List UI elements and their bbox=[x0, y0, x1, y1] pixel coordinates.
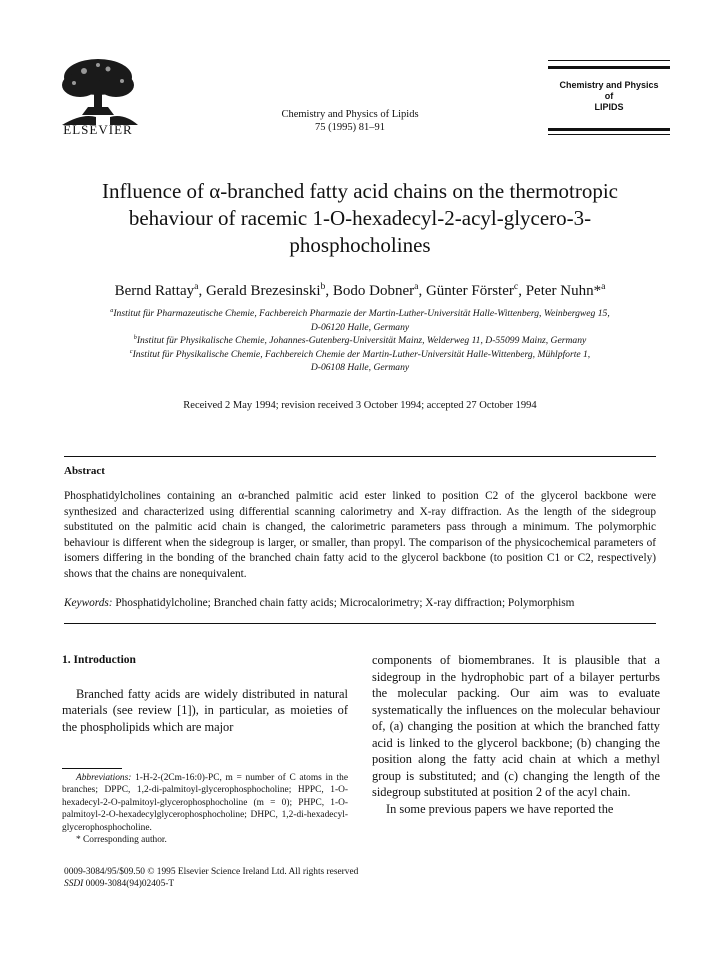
abbreviations-footnote bbox=[62, 772, 348, 834]
affiliation-text: Institut für Physikalische Chemie, Johannes-Gutenberg-Universität Mainz, Welderweg 11, D-55099 Mainz, Germany bbox=[136, 335, 587, 346]
keywords-label: Keywords: bbox=[64, 597, 113, 609]
journal-name: Chemistry and Physics of Lipids bbox=[281, 109, 419, 120]
journal-masthead-line2: of bbox=[604, 91, 614, 101]
abstract-rule-top bbox=[64, 456, 656, 457]
keywords-list: Phosphatidylcholine; Branched chain fatty acids; Microcalorimetry; X-ray diffraction; Polymorphism bbox=[115, 597, 575, 609]
author-name: Bodo Dobner bbox=[332, 283, 415, 299]
author-list bbox=[40, 283, 680, 300]
author-separator: , bbox=[518, 283, 526, 299]
abbreviations-text: 1-H-2-(2Cm-16:0)-PC, m = number of C atoms in the branches; DPPC, 1,2-di-palmitoyl-glycerophosphocholine; HPPC, 1-O-hexadecyl-2-O-palmitoyl-glycerophosphocholine (m = 0); PHPC, 1-O-palmitoyl-2-O-hexadecylglycerophosphocholine; DHPC, 1,2-di-hexadecyl-glycerophosphocholine. bbox=[62, 773, 349, 833]
title-line-3: phosphocholines bbox=[289, 233, 431, 257]
affiliation-text: D-06120 Halle, Germany bbox=[310, 321, 410, 333]
author-separator: , bbox=[325, 283, 333, 299]
affiliation-text: Institut für Physikalische Chemie, Fachbereich Chemie der Martin-Luther-Universität Halle-Wittenberg, Mühlpforte 1, bbox=[132, 348, 591, 360]
title-line-2: behaviour of racemic 1-O-hexadecyl-2-acyl-glycero-3- bbox=[128, 206, 592, 230]
author-name: Gerald Brezesinski bbox=[205, 283, 321, 299]
abstract-heading: Abstract bbox=[64, 465, 105, 477]
affiliation bbox=[40, 334, 680, 348]
author-affiliation-mark: a bbox=[601, 281, 606, 292]
journal-masthead-line1: Chemistry and Physics bbox=[559, 80, 659, 90]
author bbox=[115, 283, 206, 299]
author bbox=[333, 283, 426, 299]
received-dates: Received 2 May 1994; revision received 3 October 1994; accepted 27 October 1994 bbox=[183, 400, 537, 411]
section-heading: 1. Introduction bbox=[62, 654, 136, 666]
affiliation-mark: c bbox=[129, 347, 133, 355]
author-separator: , bbox=[418, 283, 426, 299]
corresponding-author-note: * Corresponding author. bbox=[76, 835, 167, 846]
journal-volume: 75 (1995) 81–91 bbox=[315, 122, 385, 133]
author-affiliation-mark: c bbox=[513, 281, 519, 292]
author-name: Günter Förster bbox=[425, 283, 514, 299]
affiliation bbox=[40, 361, 680, 375]
intro-left-column bbox=[62, 686, 348, 735]
author bbox=[426, 283, 526, 299]
journal-masthead bbox=[548, 80, 670, 113]
abstract-text: Phosphatidylcholines containing an α-branched palmitic acid ester linked to position C2 of the glycerol backbone were synthesized and characterized using differential scanning calorimetry and X-ray diffraction. As the length of the sidegroup substituted on the palmitic acid chain is changed, the calorimetric parameters pass through a minimum. The polymorphic behaviour is different when the sidegroup is larger, or smaller, than propyl. The comparison of the physicochemical parameters of isomers differing in the bonding of the branched chain fatty acid to the glycerol backbone (to position C1 or C2, respectively) shows that the chains are nonequivalent. bbox=[64, 490, 656, 580]
author-affiliation-mark: b bbox=[320, 281, 326, 292]
author-separator: , bbox=[198, 283, 206, 299]
abbreviations-label: Abbreviations: bbox=[76, 773, 132, 783]
journal-masthead-line3: LIPIDS bbox=[594, 102, 624, 112]
publisher-name: ELSEVIER bbox=[63, 122, 133, 137]
affiliation-mark: b bbox=[133, 333, 137, 341]
header-rule-bottom-2 bbox=[548, 134, 670, 135]
copyright-line: 0009-3084/95/$09.50 © 1995 Elsevier Science Ireland Ltd. All rights reserved bbox=[64, 867, 359, 877]
header-rule-top-1 bbox=[548, 60, 670, 61]
affiliation-text: D-06108 Halle, Germany bbox=[310, 362, 410, 373]
author-name: Bernd Rattay bbox=[114, 283, 195, 299]
journal-citation bbox=[250, 108, 450, 134]
affiliation bbox=[40, 348, 680, 362]
author bbox=[526, 283, 606, 299]
header-rule-top-2 bbox=[548, 66, 670, 69]
ssdi-number: 0009-3084(94)02405-T bbox=[85, 879, 175, 890]
affiliation-text: Institut für Pharmazeutische Chemie, Fachbereich Pharmazie der Martin-Luther-Universität Halle-Wittenberg, Weinbergweg 15, bbox=[113, 308, 610, 319]
affiliations bbox=[40, 307, 680, 375]
article-title bbox=[60, 178, 660, 259]
abstract-rule-bottom bbox=[64, 623, 656, 624]
keywords bbox=[64, 597, 664, 609]
intro-right-column bbox=[372, 652, 660, 817]
paragraph: In some previous papers we have reported the bbox=[386, 801, 614, 816]
footnote-rule bbox=[62, 768, 122, 769]
author-name: Peter Nuhn* bbox=[525, 283, 602, 299]
title-line-1: Influence of α-branched fatty acid chains on the thermotropic bbox=[102, 179, 618, 203]
paragraph: Branched fatty acids are widely distributed in natural materials (see review [1]), in particular, as moieties of the phospholipids which are major bbox=[62, 687, 348, 734]
affiliation-mark: a bbox=[110, 306, 114, 314]
author-affiliation-mark: a bbox=[194, 281, 199, 292]
affiliation bbox=[40, 321, 680, 335]
ssdi-label: SSDI bbox=[64, 879, 84, 890]
affiliation bbox=[40, 307, 680, 321]
footnotes bbox=[62, 772, 348, 846]
author bbox=[206, 283, 333, 299]
header-rule-bottom-1 bbox=[548, 128, 670, 131]
author-affiliation-mark: a bbox=[414, 281, 419, 292]
ssdi-line bbox=[64, 878, 358, 890]
paragraph: components of biomembranes. It is plausible that a sidegroup in the hydrophobic part of a bilayer perturbs the molecular packing. Our aim was to evaluate systematically the influences on the molecular behaviour of, (a) changing the position at which the branched fatty acid is linked to the glycerol backbone; (b) changing the position along the fatty acid chain at which a methyl group is substituted; and (c) changing the length of the sidegroup substituted at position 2 of the acyl chain. bbox=[372, 653, 660, 799]
copyright-footer bbox=[64, 866, 358, 891]
